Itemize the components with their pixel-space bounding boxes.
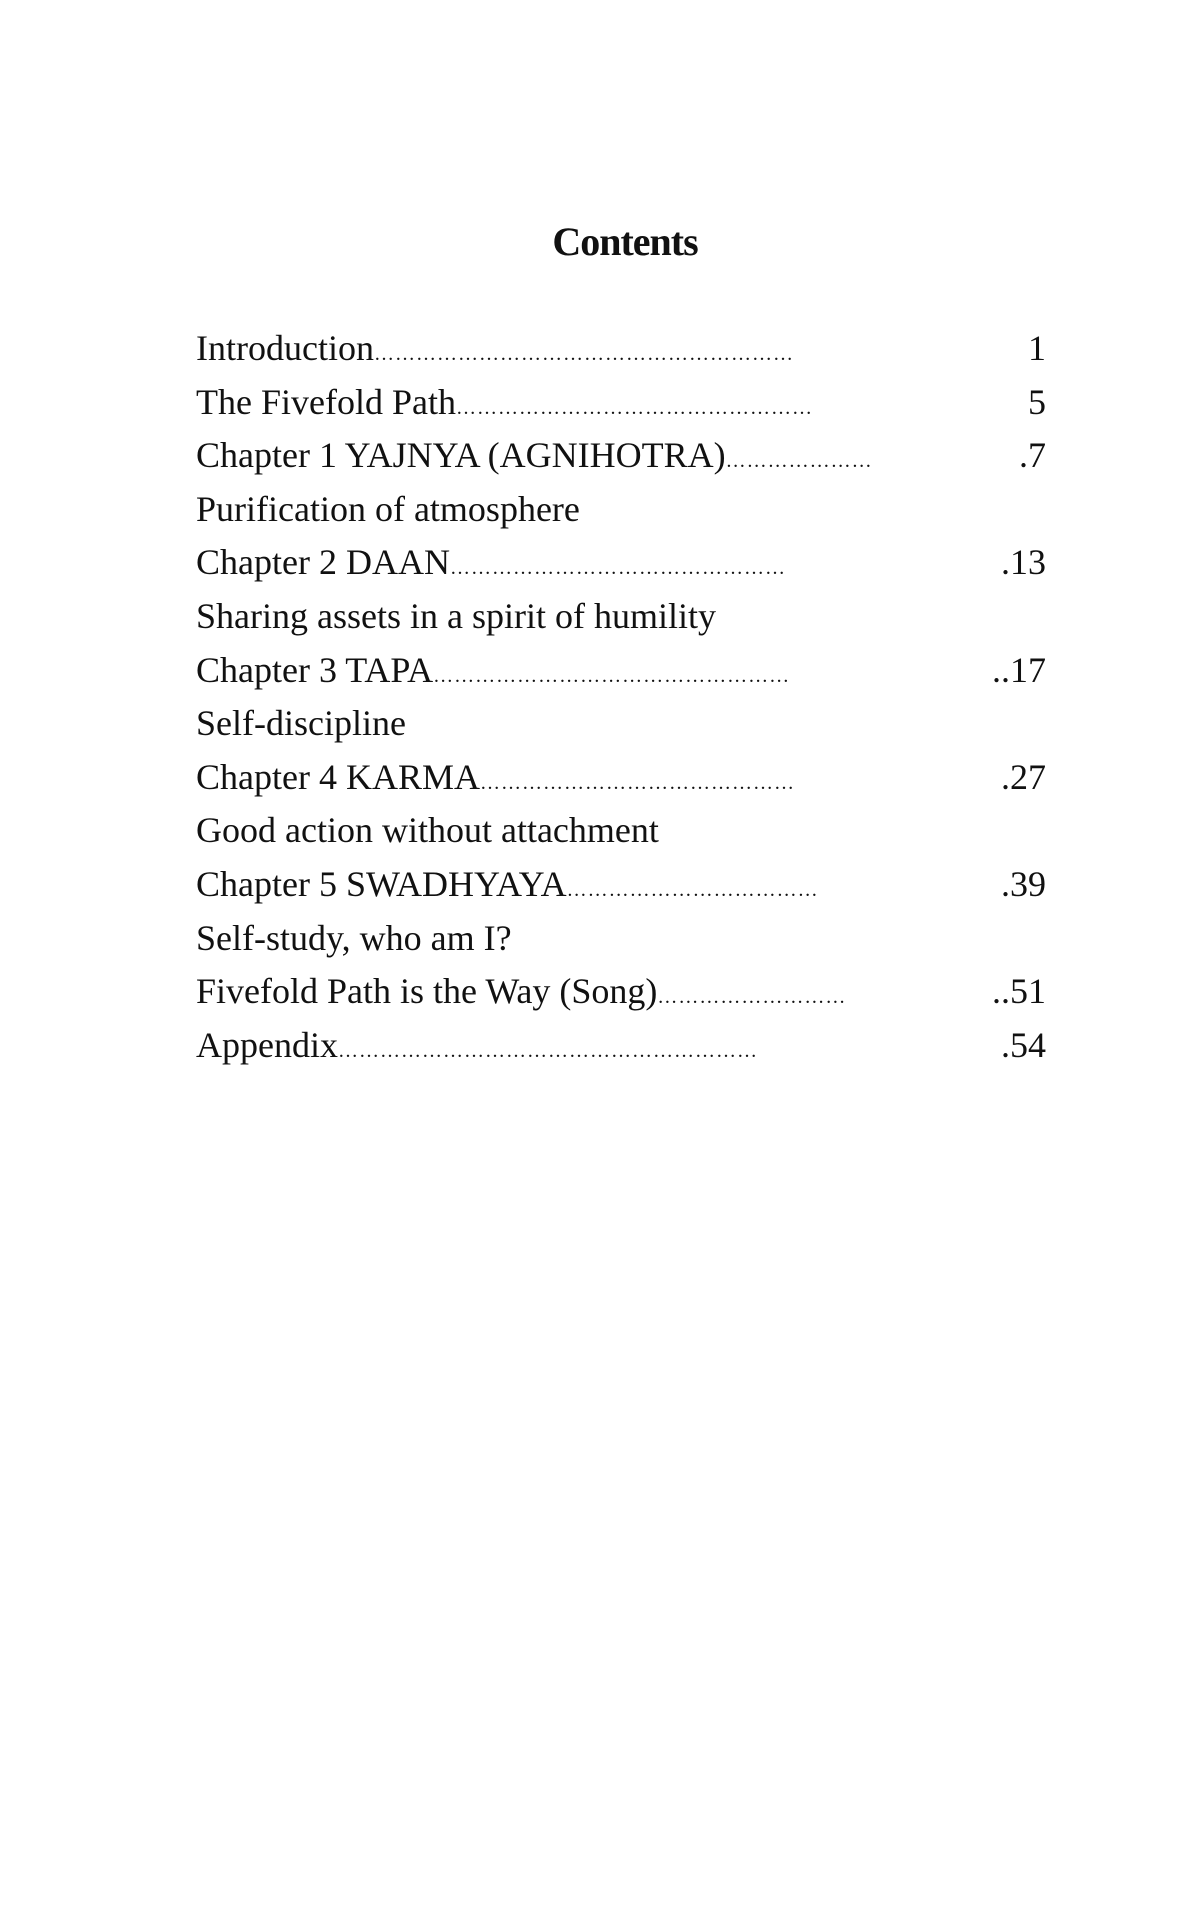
toc-page-number: .7 <box>1019 435 1046 476</box>
toc-subtitle-chapter-3: Self-discipline <box>196 703 406 744</box>
toc-page-number: ..17 <box>992 649 1046 690</box>
toc-entry-label: Fivefold Path is the Way (Song) <box>196 971 658 1012</box>
toc-page-number: .27 <box>1001 756 1046 797</box>
toc-subtitle-chapter-4: Good action without attachment <box>196 810 659 851</box>
toc-page-number: .39 <box>1001 863 1046 904</box>
toc-entry-fivefold-path[interactable] <box>196 376 1046 430</box>
dot-leader: …………………………………………… <box>455 396 813 419</box>
dot-leader: …………………………………………………… <box>337 1039 758 1062</box>
toc-entry-label: Chapter 1 YAJNYA (AGNIHOTRA) <box>196 435 726 476</box>
toc-entry-label: The Fivefold Path <box>196 381 456 422</box>
table-of-contents <box>196 322 1046 1072</box>
toc-page-number: ..51 <box>992 971 1046 1012</box>
toc-entry-chapter-1[interactable] <box>196 429 1046 483</box>
toc-entry-label: Chapter 3 TAPA <box>196 649 434 690</box>
toc-entry-label: Chapter 4 KARMA <box>196 756 480 797</box>
toc-entry-chapter-3[interactable] <box>196 644 1046 698</box>
toc-entry-song[interactable] <box>196 965 1046 1019</box>
toc-subtitle-chapter-5: Self-study, who am I? <box>196 917 512 958</box>
dot-leader: ……………………………………… <box>479 771 795 794</box>
toc-page-number: 5 <box>1028 381 1046 422</box>
dot-leader: ……………………… <box>657 986 847 1009</box>
toc-entry-label: Introduction <box>196 328 374 368</box>
toc-subtitle-chapter-2: Sharing assets in a spirit of humility <box>196 595 716 636</box>
dot-leader: …………………………………………… <box>433 664 791 687</box>
toc-entry-chapter-2[interactable] <box>196 536 1046 590</box>
toc-entry-chapter-4[interactable] <box>196 751 1046 805</box>
toc-entry-label: Chapter 5 SWADHYAYA <box>196 863 567 904</box>
toc-entry-appendix[interactable] <box>196 1019 1046 1073</box>
toc-entry-label: Chapter 2 DAAN <box>196 542 450 583</box>
dot-leader: ………………… <box>725 450 873 473</box>
toc-page-number: .13 <box>1001 542 1046 583</box>
toc-entry-label: Appendix <box>196 1024 338 1065</box>
toc-entry-introduction[interactable] <box>196 322 1046 376</box>
toc-page-number: .54 <box>1001 1024 1046 1065</box>
page-title: Contents <box>552 219 698 264</box>
toc-page-number: 1 <box>1028 328 1046 368</box>
dot-leader: ………………………………………… <box>449 557 786 580</box>
toc-entry-chapter-5[interactable] <box>196 858 1046 912</box>
dot-leader: ……………………………… <box>566 878 819 901</box>
dot-leader: …………………………………………………… <box>373 343 794 365</box>
toc-subtitle-chapter-1: Purification of atmosphere <box>196 488 580 529</box>
